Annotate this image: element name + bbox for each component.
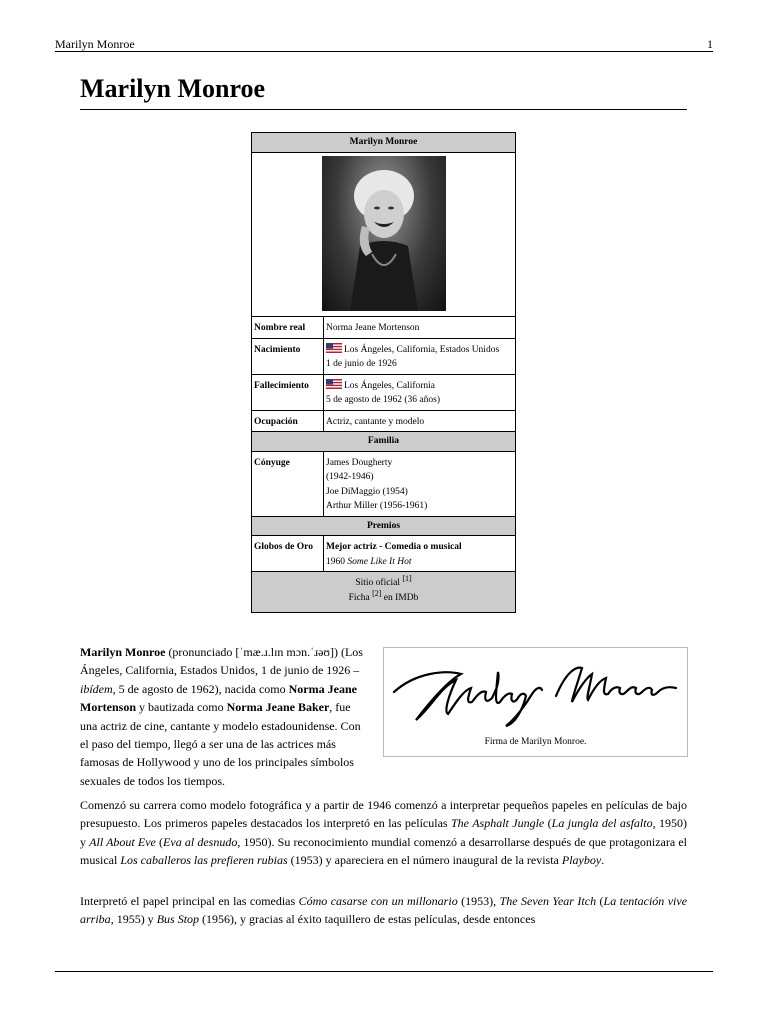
- spouse-1[interactable]: James Dougherty: [326, 457, 393, 468]
- infobox-value-nacimiento: [324, 338, 516, 374]
- official-site-link[interactable]: Sitio oficial: [355, 578, 400, 588]
- p2-text-c: , 1950) y: [80, 816, 687, 849]
- intro-name: Marilyn Monroe: [80, 645, 166, 659]
- page-number: 1: [707, 37, 713, 51]
- ficha-label: Ficha: [348, 593, 370, 603]
- intro-text-3: y bautizada como: [136, 700, 227, 715]
- p3-text-e: (1956), y gracias al éxito taquillero de estas películas, desde entonces: [199, 912, 536, 927]
- p2-text-f: (1953) y apareciera en el número inaugural de la revista: [287, 853, 562, 868]
- infobox-value-fallecimiento: [324, 374, 516, 410]
- running-header: [55, 37, 713, 52]
- p2-text-g: .: [601, 853, 605, 868]
- infobox-value-nombre: [324, 317, 516, 339]
- us-flag-icon: [326, 379, 342, 389]
- award-year: 1960: [326, 556, 345, 567]
- ocupacion-value: Actriz, cantante y modelo: [326, 416, 425, 427]
- film-jungla-asfalto[interactable]: La jungla del asfalto: [551, 816, 653, 831]
- photo-cell: [252, 152, 516, 317]
- infobox-label-fallecimiento: Fallecimiento: [252, 374, 324, 410]
- award-category: Mejor actriz - Comedia o musical: [326, 542, 462, 552]
- ref-2[interactable]: [2]: [372, 588, 382, 598]
- infobox-section-premios: Premios: [252, 516, 516, 536]
- birthname-2: Norma Jeane Baker: [226, 700, 330, 715]
- infobox-label-conyuge: Cónyuge: [252, 451, 324, 516]
- p3-text-d: , 1955) y: [110, 912, 157, 927]
- birthplace-link[interactable]: Los Ángeles, California, Estados Unidos: [344, 344, 500, 355]
- deathdate: 5 de agosto de 1962 (36 años): [326, 395, 440, 405]
- film-seven-year-itch[interactable]: The Seven Year Itch: [499, 894, 597, 908]
- p2-text-b: (: [544, 816, 552, 831]
- career-paragraph: [80, 796, 687, 870]
- spouse-2[interactable]: Joe DiMaggio (1954): [326, 486, 408, 497]
- film-casarse-millonario[interactable]: Cómo casarse con un millonario: [298, 894, 458, 908]
- infobox-label-nombre: Nombre real: [252, 317, 324, 339]
- page-title: Marilyn Monroe: [80, 72, 687, 110]
- infobox-header: Marilyn Monroe: [252, 133, 516, 153]
- intro-text-1: (pronunciado [ˈmæ.ɹ.lɪn mɔn.ˈɹəʊ]) (Los Ángeles, California, Estados Unidos, 1 de junio de 1926 –: [80, 645, 363, 678]
- signature-figure: [383, 647, 688, 757]
- infobox-label-globos: Globos de Oro: [252, 536, 324, 572]
- infobox-label-ocupacion: Ocupación: [252, 410, 324, 432]
- infobox-footer: [252, 572, 516, 613]
- p2-text-e: , 1950). Su reconocimiento mundial comenzó a desarrollarse después de que protagonizara el musical: [80, 834, 688, 868]
- deathplace-link[interactable]: Los Ángeles, California: [344, 380, 436, 391]
- infobox-value-conyuge: [324, 451, 516, 516]
- intro-text-4: , fue una actriz de cine, cantante y modelo estadounidense. Con el paso del tiempo, llegó a ser una de las actrices más famosas de Hollywood y uno de los principales símbolos sexuales de todos los tiempos.: [80, 700, 361, 788]
- intro-text-2: , 5 de agosto de 1962), nacida como: [112, 681, 289, 696]
- portrait-photo[interactable]: [322, 156, 446, 311]
- p3-text-b: (1953),: [457, 894, 500, 908]
- signature-caption: Firma de Marilyn Monroe.: [484, 737, 587, 747]
- roles-paragraph: [80, 892, 687, 929]
- film-asphalt-jungle[interactable]: The Asphalt Jungle: [451, 816, 545, 831]
- award-film-link[interactable]: Some Like It Hot: [347, 556, 412, 567]
- imdb-link[interactable]: en IMDb: [383, 593, 419, 603]
- ibidem-link[interactable]: ibídem: [80, 681, 113, 696]
- p3-text-a: Interpretó el papel principal en las comedias: [80, 894, 299, 908]
- infobox: [251, 132, 516, 613]
- spouse-1-years: (1942-1946): [326, 472, 374, 482]
- infobox-value-ocupacion: [324, 410, 516, 432]
- film-bus-stop[interactable]: Bus Stop: [156, 912, 200, 927]
- footer-rule: [55, 971, 713, 972]
- infobox-section-familia: Familia: [252, 432, 516, 452]
- infobox-label-nacimiento: Nacimiento: [252, 338, 324, 374]
- nombre-real-value: Norma Jeane Mortenson: [326, 323, 420, 333]
- film-caballeros-rubias[interactable]: Los caballeros las prefieren rubias: [120, 853, 288, 868]
- spouse-3[interactable]: Arthur Miller (1956-1961): [326, 501, 428, 511]
- ref-1[interactable]: [1]: [402, 573, 412, 583]
- infobox-value-globos: [324, 536, 516, 572]
- film-tentacion-arriba[interactable]: La tentación vive arriba: [80, 894, 687, 927]
- us-flag-icon: [326, 343, 342, 353]
- p3-text-c: (: [596, 894, 604, 908]
- p2-text-d: (: [155, 834, 164, 849]
- film-all-about-eve[interactable]: All About Eve: [89, 834, 156, 849]
- playboy-link[interactable]: Playboy: [561, 853, 602, 868]
- birthdate: 1 de junio de 1926: [326, 359, 397, 369]
- signature-image[interactable]: [386, 652, 685, 732]
- intro-paragraph: [80, 643, 370, 790]
- film-eva-desnudo[interactable]: Eva al desnudo: [163, 834, 238, 849]
- birthname-1: Norma Jeane Mortenson: [80, 681, 357, 715]
- running-header-title: Marilyn Monroe: [55, 37, 135, 51]
- p2-text-a: Comenzó su carrera como modelo fotográfica y a partir de 1946 comenzó a interpretar pequeños papeles en películas de bajo presupuesto. Los primeros papeles destacados los interpretó en las películas: [80, 798, 687, 831]
